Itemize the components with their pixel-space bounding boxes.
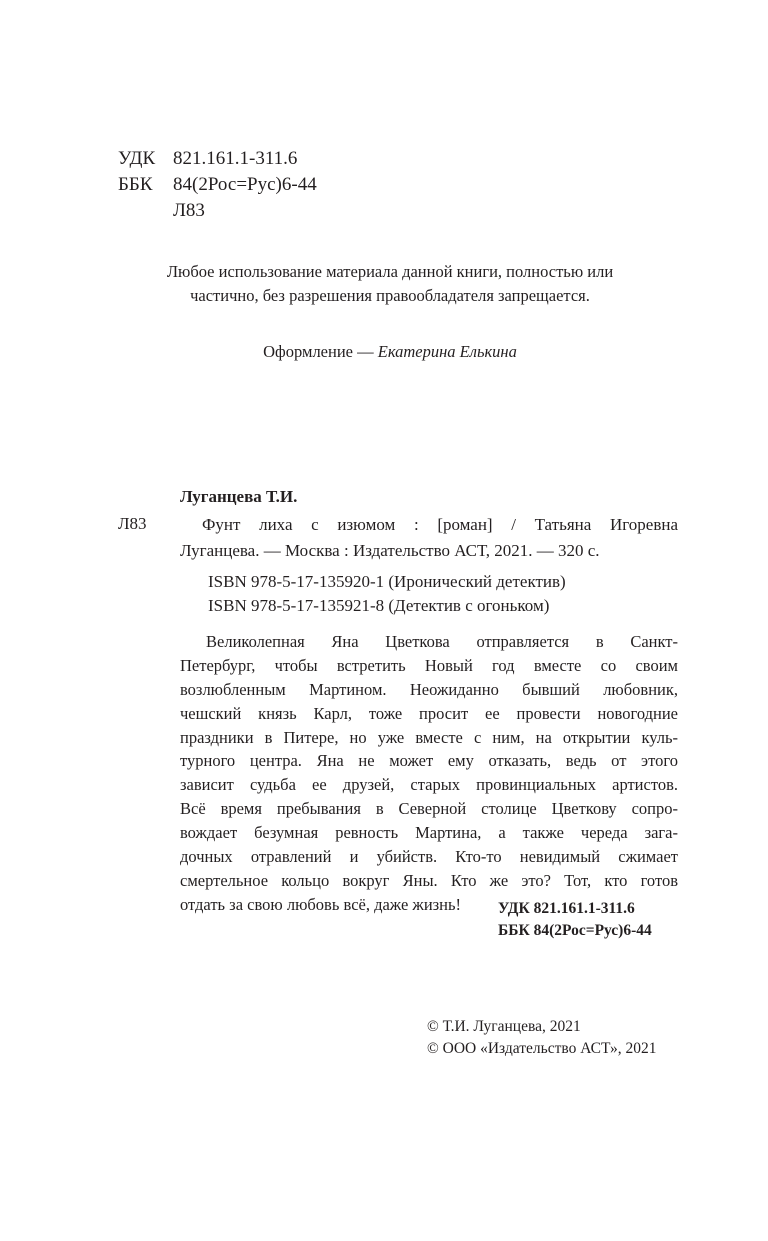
- copyright-author: © Т.И. Луганцева, 2021: [427, 1018, 581, 1035]
- design-credit: [100, 340, 680, 364]
- udk-bottom: УДК 821.161.1-311.6: [498, 900, 635, 917]
- annotation-line: Петербург, чтобы встретить Новый год вместе со своим: [180, 655, 678, 675]
- annotation-line: Великолепная Яна Цветкова отправляется в Санкт-: [206, 632, 678, 651]
- annotation-line: праздники в Питере, но уже вместе с ним, на открытии куль-: [180, 727, 678, 747]
- copyright-publisher: © ООО «Издательство АСТ», 2021: [427, 1040, 657, 1057]
- bibliographic-line-1: Фунт лиха с изюмом : [роман] / Татьяна Игоревна: [202, 515, 678, 534]
- classification-block: [118, 146, 317, 224]
- annotation-line: дочных отравлений и убийств. Кто-то невидимый сжимает: [180, 847, 678, 867]
- bbk-row: [118, 172, 317, 198]
- rights-notice-line-1: Любое использование материала данной книги, полностью или: [166, 262, 614, 281]
- udk-value: 821.161.1-311.6: [173, 148, 298, 169]
- annotation-line: Всё время пребывания в Северной столице Цветкову сопро-: [180, 799, 678, 819]
- classification-bottom: [498, 898, 652, 942]
- annotation-line: возлюбленным Мартином. Неожиданно бывший любовник,: [180, 679, 678, 699]
- annotation-line: зависит судьба ее друзей, старых провинциальных артистов.: [180, 775, 678, 795]
- udk-row: [118, 146, 317, 172]
- catalog-author-mark: Л83: [118, 514, 147, 533]
- annotation-line: чешский князь Карл, тоже просит ее провести новогодние: [180, 703, 678, 723]
- bbk-bottom: ББК 84(2Рос=Рус)6-44: [498, 922, 652, 939]
- udk-label: УДК: [118, 148, 156, 169]
- bibliographic-description: [180, 512, 678, 564]
- rights-notice-line-2: частично, без разрешения правообладателя запрещается.: [190, 286, 590, 305]
- catalog-author-heading: Луганцева Т.И.: [180, 487, 298, 506]
- copyright-block: [427, 1016, 657, 1060]
- annotation-line: смертельное кольцо вокруг Яны. Кто же это? Тот, кто готов: [180, 870, 678, 890]
- author-mark-row: [118, 198, 317, 224]
- annotation: [180, 630, 678, 917]
- annotation-line: отдать за свою любовь всё, даже жизнь!: [180, 894, 462, 914]
- isbn-item: ISBN 978-5-17-135921-8 (Детектив с огоньком): [208, 596, 550, 615]
- bbk-label: ББК: [118, 174, 153, 195]
- designer-name: Екатерина Елькина: [377, 342, 517, 361]
- author-mark: Л83: [173, 200, 205, 221]
- bbk-value: 84(2Рос=Рус)6-44: [173, 174, 317, 195]
- annotation-line: турного центра. Яна не может ему отказать, ведь от этого: [180, 751, 678, 771]
- annotation-line: вождает безумная ревность Мартина, а также череда зага-: [180, 823, 678, 843]
- bibliographic-line-2: Луганцева. — Москва : Издательство АСТ, 2021. — 320 с.: [180, 541, 600, 560]
- isbn-item: ISBN 978-5-17-135920-1 (Иронический детектив): [208, 572, 566, 591]
- rights-notice: [100, 260, 680, 308]
- design-credit-label: Оформление —: [263, 342, 374, 361]
- isbn-list: [208, 570, 566, 618]
